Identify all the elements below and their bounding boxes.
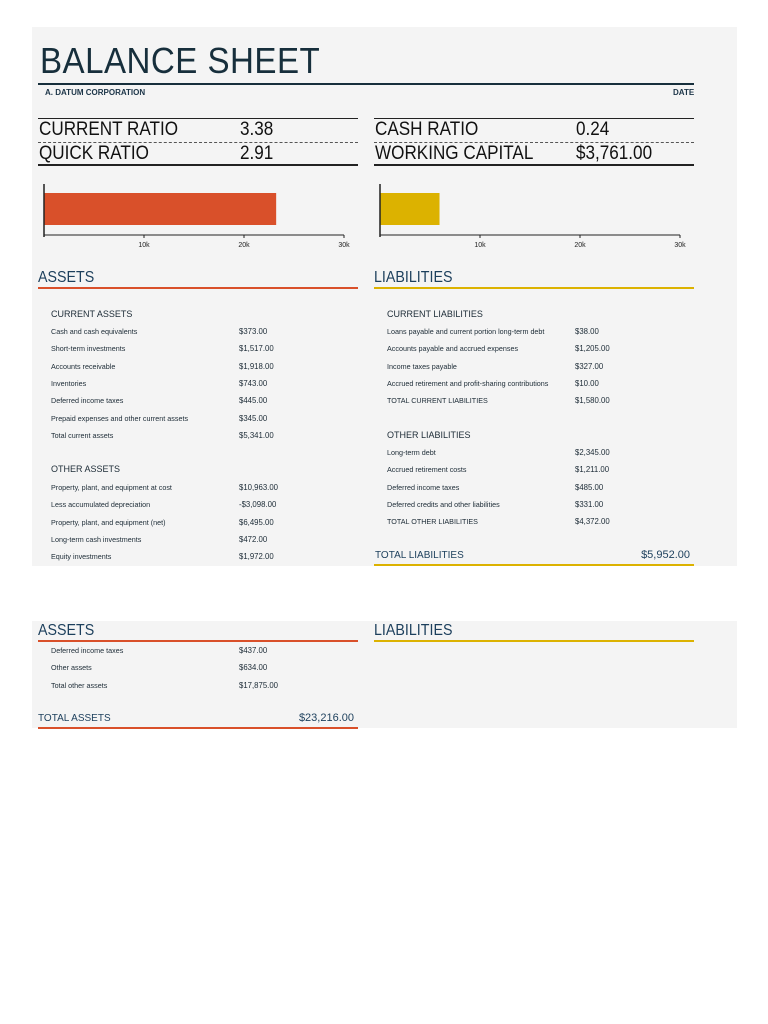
x-tick-label: 10k <box>474 242 486 249</box>
line-item-value: $472.00 <box>239 534 268 544</box>
quick-ratio-value: 2.91 <box>240 143 274 164</box>
line-item-value: $331.00 <box>575 499 604 509</box>
total-liabilities-label: TOTAL LIABILITIES <box>375 550 464 561</box>
current-assets-heading: CURRENT ASSETS <box>51 309 133 319</box>
line-item-label: Long-term cash investments <box>51 534 142 544</box>
line-item-value: $1,517.00 <box>239 344 274 354</box>
assets-heading-page2: ASSETS <box>38 622 95 639</box>
line-item-label: Deferred income taxes <box>51 646 124 655</box>
x-tick-label: 10k <box>138 242 150 249</box>
x-tick-label: 20k <box>574 242 586 249</box>
cash-ratio-value: 0.24 <box>576 119 610 140</box>
other-liabilities-heading: OTHER LIABILITIES <box>387 430 471 440</box>
line-item-value: $10,963.00 <box>239 483 279 492</box>
line-item-label: Deferred income taxes <box>51 396 124 406</box>
line-item-label: Prepaid expenses and other current assets <box>51 413 189 423</box>
line-item-label: Accounts payable and accrued expenses <box>387 344 519 354</box>
line-item-label: Income taxes payable <box>387 361 457 371</box>
date-label: DATE <box>673 88 695 97</box>
line-item-value: $373.00 <box>239 327 268 336</box>
line-item-value: $327.00 <box>575 361 604 371</box>
line-item-label: Loans payable and current portion long-term debt <box>387 327 545 336</box>
line-item-value: -$3,098.00 <box>239 500 277 510</box>
line-item-value: $345.00 <box>239 413 268 423</box>
line-item-label: Accrued retirement costs <box>387 465 467 475</box>
current-ratio-label: CURRENT RATIO <box>39 119 179 140</box>
line-item-value: $10.00 <box>575 378 599 388</box>
line-item-label: Inventories <box>51 378 87 388</box>
line-item-value: $1,580.00 <box>575 396 610 406</box>
line-item-value: $38.00 <box>575 327 599 336</box>
line-item-label: Property, plant, and equipment at cost <box>51 483 172 492</box>
other-assets-heading: OTHER ASSETS <box>51 464 121 474</box>
line-item-label: TOTAL OTHER LIABILITIES <box>387 517 478 527</box>
line-item-value: $634.00 <box>239 663 268 673</box>
current-ratio-value: 3.38 <box>240 119 274 140</box>
line-item-value: $1,972.00 <box>239 552 274 562</box>
line-item-label: Long-term debt <box>387 448 436 457</box>
page-title: BALANCE SHEET <box>40 40 321 81</box>
line-item-value: $1,211.00 <box>575 465 610 475</box>
total-liabilities-rule <box>374 564 694 566</box>
ratio-rule-bottom-left <box>38 164 358 166</box>
line-item-value: $743.00 <box>239 378 268 388</box>
bar-total-liabilities <box>380 193 440 225</box>
assets-heading-rule <box>38 287 358 289</box>
line-item-label: Total other assets <box>51 680 108 690</box>
line-item-label: Deferred income taxes <box>387 482 460 492</box>
line-item-value: $5,341.00 <box>239 430 274 440</box>
bar-total-assets <box>44 193 276 225</box>
assets-heading-page2-rule <box>38 640 358 642</box>
line-item-label: TOTAL CURRENT LIABILITIES <box>387 396 488 406</box>
line-item-value: $17,875.00 <box>239 680 279 690</box>
line-item-label: Accounts receivable <box>51 361 116 371</box>
line-item-label: Deferred credits and other liabilities <box>387 499 500 509</box>
line-item-value: $1,918.00 <box>239 361 274 371</box>
ratio-rule-bottom-right <box>374 164 694 166</box>
line-item-label: Short-term investments <box>51 344 126 354</box>
line-item-label: Cash and cash equivalents <box>51 327 138 336</box>
quick-ratio-label: QUICK RATIO <box>39 143 149 164</box>
x-tick-label: 30k <box>674 242 686 249</box>
line-item-value: $437.00 <box>239 646 268 655</box>
liabilities-heading-page2-rule <box>374 640 694 642</box>
total-assets-label: TOTAL ASSETS <box>38 713 111 724</box>
liabilities-heading: LIABILITIES <box>374 269 453 286</box>
working-capital-value: $3,761.00 <box>576 143 653 164</box>
working-capital-label: WORKING CAPITAL <box>375 143 534 164</box>
line-item-value: $485.00 <box>575 482 604 492</box>
x-tick-label: 20k <box>238 242 250 249</box>
liabilities-bar-chart <box>376 180 696 252</box>
liabilities-heading-rule <box>374 287 694 289</box>
line-item-value: $445.00 <box>239 396 268 406</box>
line-item-label: Other assets <box>51 663 92 673</box>
line-item-label: Accrued retirement and profit-sharing contributions <box>387 378 549 388</box>
line-item-value: $6,495.00 <box>239 517 274 527</box>
line-item-value: $4,372.00 <box>575 517 610 527</box>
assets-heading: ASSETS <box>38 269 95 286</box>
total-liabilities-value: $5,952.00 <box>641 549 690 561</box>
x-tick-label: 30k <box>338 242 350 249</box>
line-item-label: Property, plant, and equipment (net) <box>51 517 166 527</box>
line-item-label: Total current assets <box>51 430 114 440</box>
total-assets-value: $23,216.00 <box>298 712 354 724</box>
line-item-label: Equity investments <box>51 552 112 562</box>
total-assets-rule <box>38 727 358 729</box>
liabilities-heading-page2: LIABILITIES <box>374 622 453 639</box>
line-item-label: Less accumulated depreciation <box>51 500 151 510</box>
assets-bar-chart <box>40 180 360 252</box>
company-name: A. DATUM CORPORATION <box>45 88 146 97</box>
line-item-value: $2,345.00 <box>575 448 610 457</box>
line-item-value: $1,205.00 <box>575 344 610 354</box>
title-rule <box>38 83 694 85</box>
current-liabilities-heading: CURRENT LIABILITIES <box>387 309 483 319</box>
cash-ratio-label: CASH RATIO <box>375 119 479 140</box>
